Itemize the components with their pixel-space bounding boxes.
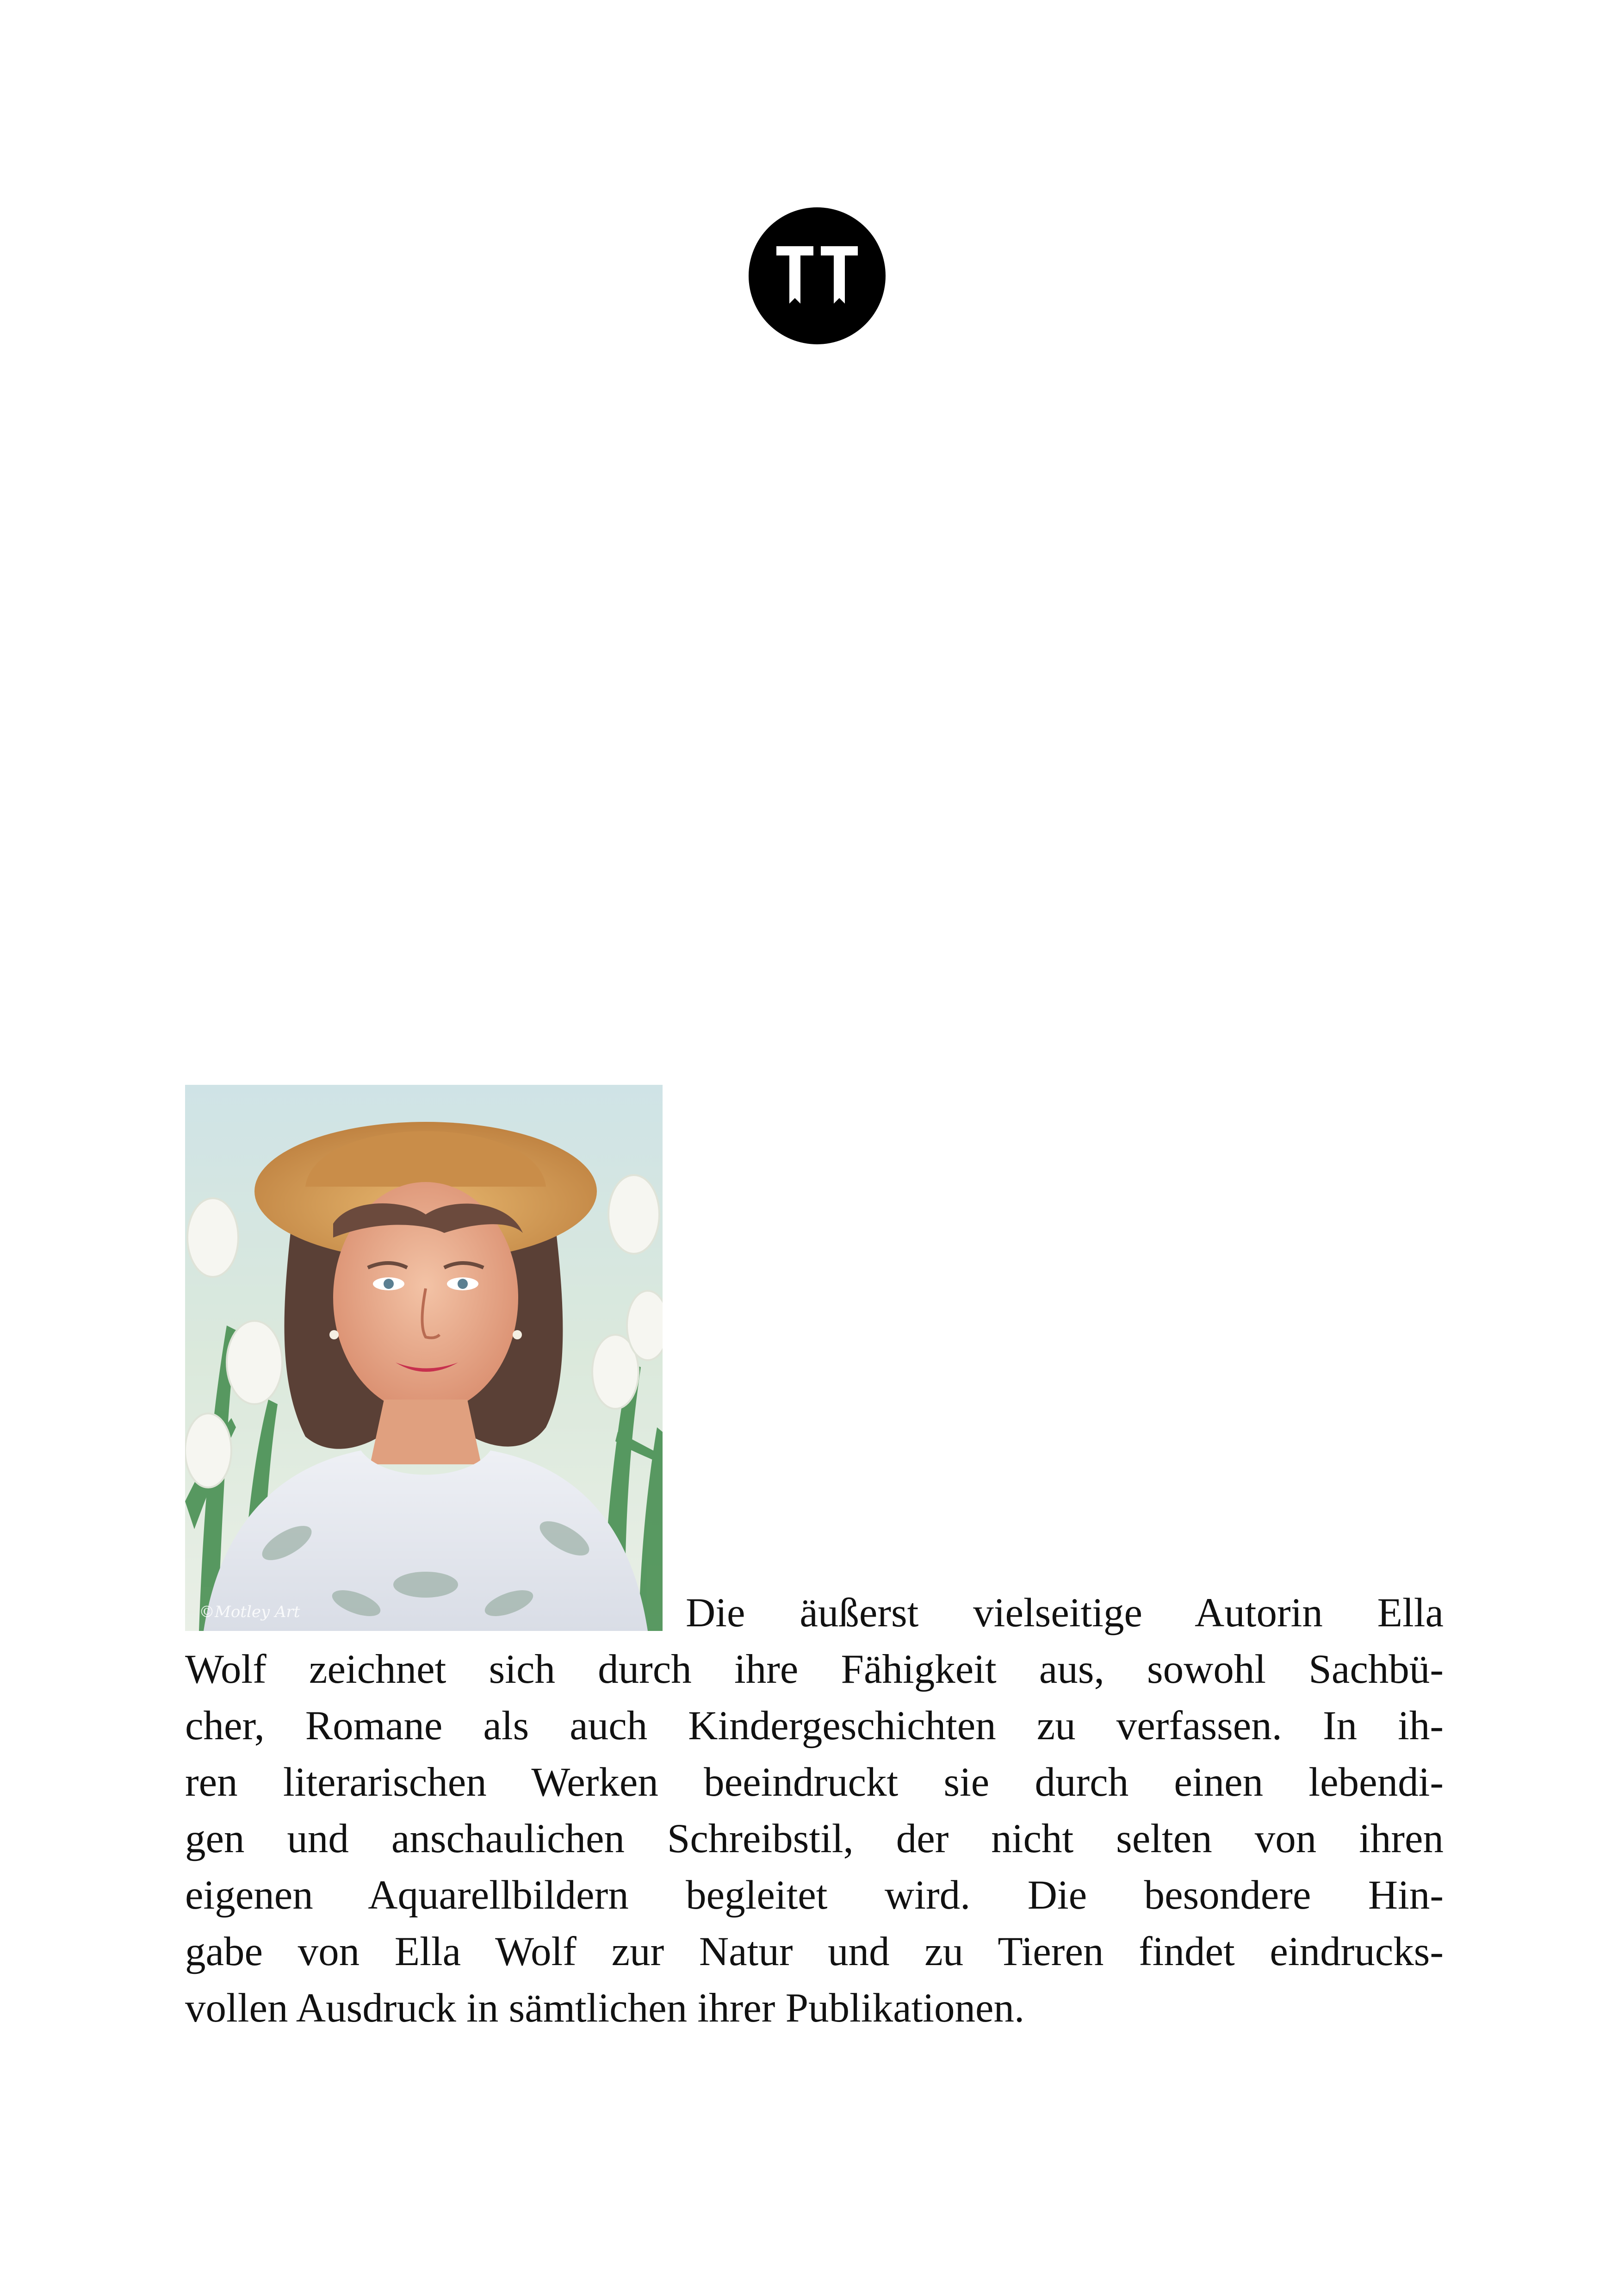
publisher-logo-icon (748, 206, 886, 345)
bio-line-5: gen und anschaulichen Schreibstil, der nicht selten von ihren (185, 1816, 1444, 1861)
author-portrait (185, 1085, 663, 1631)
bio-line-7: gabe von Ella Wolf zur Natur und zu Tieren findet eindrucks- (185, 1929, 1444, 1974)
bio-line-4: ren literarischen Werken beeindruckt sie durch einen lebendi- (185, 1760, 1444, 1805)
bio-line-3: cher, Romane als auch Kindergeschichten zu verfassen. In ih- (185, 1703, 1444, 1748)
bio-line-2: Wolf zeichnet sich durch ihre Fähigkeit aus, sowohl Sachbü- (185, 1647, 1444, 1692)
bio-line-8: vollen Ausdruck in sämtlichen ihrer Publikationen. (185, 1985, 1025, 2031)
bio-line-6: eigenen Aquarellbildern begleitet wird. Die besondere Hin- (185, 1873, 1444, 1918)
bio-line-1: Die äußerst vielseitige Autorin Ella (686, 1590, 1444, 1636)
publisher-logo (748, 206, 886, 345)
svg-text:©Motley Art: ©Motley Art (199, 1603, 300, 1621)
author-bio (185, 1085, 1444, 2036)
author-watercolor-portrait (185, 1085, 663, 1631)
